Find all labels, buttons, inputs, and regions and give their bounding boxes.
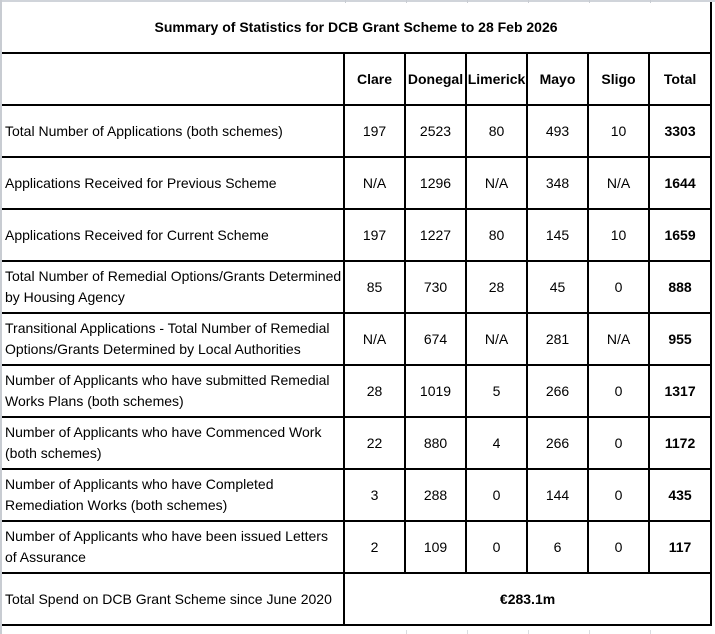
table-row [2,157,711,209]
cell-mayo[interactable]: 493 [527,105,588,157]
row-label-cell[interactable] [2,313,344,365]
cell-mayo[interactable]: 145 [527,209,588,261]
cell-clare[interactable]: 85 [344,261,405,313]
cell-limerick[interactable]: 28 [466,261,527,313]
cell-total[interactable]: 888 [649,261,711,313]
cell-total[interactable]: 955 [649,313,711,365]
cell-sligo[interactable]: 10 [588,105,649,157]
cell-limerick[interactable]: 0 [466,469,527,521]
header-row [2,53,711,105]
table-row [2,209,711,261]
column-header-mayo[interactable]: Mayo [527,53,588,105]
cell-donegal[interactable]: 730 [405,261,466,313]
cell-total[interactable]: 117 [649,521,711,573]
row-label-cell[interactable] [2,365,344,417]
cell-donegal[interactable]: 1227 [405,209,466,261]
cell-donegal[interactable]: 880 [405,417,466,469]
column-header-donegal[interactable]: Donegal [405,53,466,105]
row-label: Number of Applicants who have Completed Remediation Works (both schemes) [5,476,274,513]
table-title-cell[interactable] [2,2,711,53]
spend-label[interactable]: Total Spend on DCB Grant Scheme since June 2020 [2,573,344,625]
cell-limerick[interactable]: 80 [466,105,527,157]
row-label: Total Number of Remedial Options/Grants Determined by Housing Agency [5,268,342,305]
row-label-cell[interactable] [2,209,344,261]
column-header-limerick[interactable]: Limerick [466,53,527,105]
table-row [2,417,711,469]
cell-total[interactable]: 1172 [649,417,711,469]
row-label: Number of Applicants who have been issued Letters of Assurance [5,528,328,565]
cell-clare[interactable]: 3 [344,469,405,521]
cell-total[interactable]: 435 [649,469,711,521]
cell-donegal[interactable]: 674 [405,313,466,365]
spend-value[interactable]: €283.1m [344,573,711,625]
cell-mayo[interactable]: 266 [527,365,588,417]
cell-donegal[interactable]: 109 [405,521,466,573]
row-label: Transitional Applications - Total Number of Remedial Options/Grants Determined by Local Authorities [5,320,330,357]
cell-total[interactable]: 3303 [649,105,711,157]
cell-mayo[interactable]: 281 [527,313,588,365]
gridline-tick [406,630,407,634]
cell-sligo[interactable]: 0 [588,417,649,469]
row-label-cell[interactable] [2,261,344,313]
column-header-sligo[interactable]: Sligo [588,53,649,105]
row-label: Applications Received for Previous Scheme [5,174,277,191]
cell-total[interactable]: 1659 [649,209,711,261]
row-label-cell[interactable] [2,105,344,157]
cell-clare[interactable]: 2 [344,521,405,573]
cell-sligo[interactable]: 0 [588,469,649,521]
cell-clare[interactable]: 197 [344,105,405,157]
gridline-tick [650,630,651,634]
row-label: Number of Applicants who have submitted Remedial Works Plans (both schemes) [5,372,330,409]
cell-total[interactable]: 1317 [649,365,711,417]
cell-donegal[interactable]: 1019 [405,365,466,417]
cell-limerick[interactable]: 4 [466,417,527,469]
column-header-clare[interactable]: Clare [344,53,405,105]
gridline-tick [528,630,529,634]
cell-limerick[interactable]: 0 [466,521,527,573]
spend-row [2,573,711,625]
cell-mayo[interactable]: 45 [527,261,588,313]
gridline-tick [467,630,468,634]
cell-limerick[interactable]: N/A [466,157,527,209]
cell-clare[interactable]: 197 [344,209,405,261]
cell-sligo[interactable]: 0 [588,521,649,573]
cell-total[interactable]: 1644 [649,157,711,209]
header-blank-cell[interactable] [2,53,344,105]
row-label-cell[interactable] [2,469,344,521]
table-title: Summary of Statistics for DCB Grant Scheme to 28 Feb 2026 [154,18,558,35]
cell-sligo[interactable]: 10 [588,209,649,261]
spreadsheet [2,2,712,626]
cell-clare[interactable]: 28 [344,365,405,417]
statistics-table [2,2,712,626]
gridline-tick [589,630,590,634]
row-label: Number of Applicants who have Commenced Work (both schemes) [5,424,322,461]
row-label: Applications Received for Current Scheme [5,226,269,243]
cell-mayo[interactable]: 266 [527,417,588,469]
cell-donegal[interactable]: 2523 [405,105,466,157]
column-header-total[interactable]: Total [649,53,711,105]
row-label-cell[interactable] [2,521,344,573]
cell-limerick[interactable]: N/A [466,313,527,365]
row-label-cell[interactable] [2,157,344,209]
cell-mayo[interactable]: 6 [527,521,588,573]
table-row [2,469,711,521]
cell-mayo[interactable]: 144 [527,469,588,521]
cell-sligo[interactable]: N/A [588,157,649,209]
row-label-cell[interactable] [2,417,344,469]
cell-limerick[interactable]: 5 [466,365,527,417]
cell-mayo[interactable]: 348 [527,157,588,209]
cell-donegal[interactable]: 288 [405,469,466,521]
table-row [2,313,711,365]
table-row [2,365,711,417]
table-row [2,105,711,157]
cell-clare[interactable]: 22 [344,417,405,469]
cell-donegal[interactable]: 1296 [405,157,466,209]
cell-clare[interactable]: N/A [344,157,405,209]
cell-sligo[interactable]: 0 [588,365,649,417]
cell-clare[interactable]: N/A [344,313,405,365]
table-row [2,521,711,573]
row-label: Total Number of Applications (both schemes) [5,122,283,139]
cell-limerick[interactable]: 80 [466,209,527,261]
cell-sligo[interactable]: N/A [588,313,649,365]
table-row [2,261,711,313]
cell-sligo[interactable]: 0 [588,261,649,313]
